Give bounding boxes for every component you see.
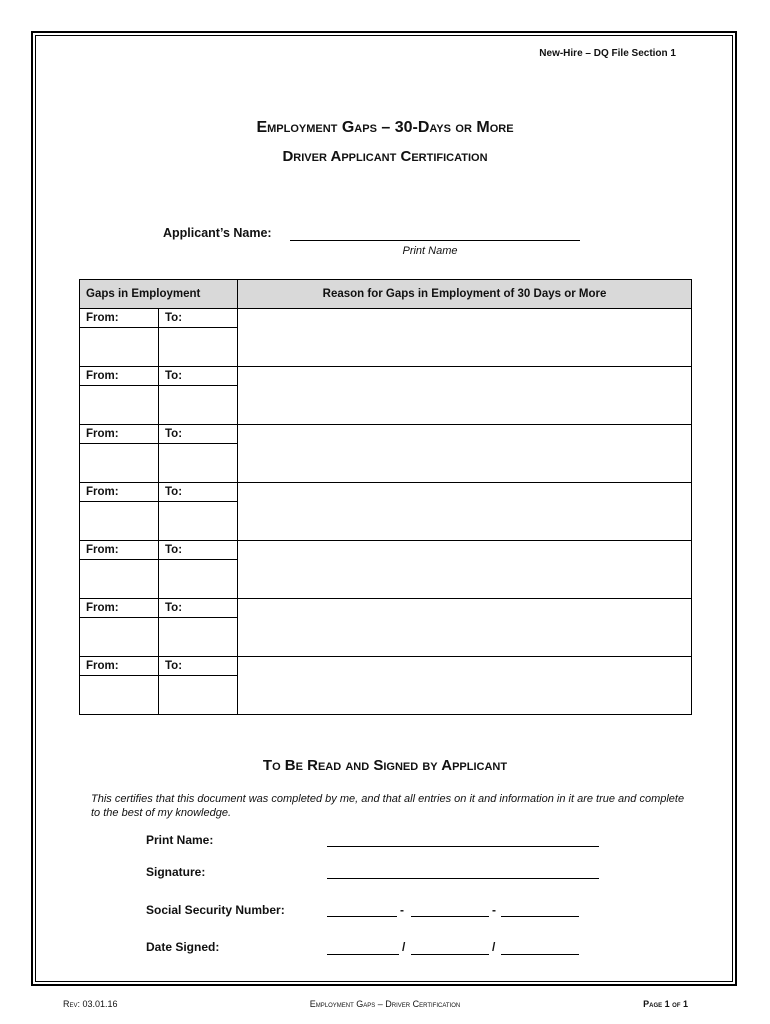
- footer-revision: Rev: 03.01.16: [63, 999, 118, 1009]
- from-date-cell[interactable]: [80, 502, 159, 541]
- to-label: To:: [159, 657, 238, 676]
- form-title: Employment Gaps – 30-Days or More: [256, 119, 514, 136]
- to-label: To:: [159, 425, 238, 444]
- from-date-cell[interactable]: [80, 386, 159, 425]
- footer-page: Page 1 of 1: [643, 999, 688, 1009]
- reason-cell[interactable]: [238, 309, 692, 367]
- to-label: To:: [159, 367, 238, 386]
- to-date-cell[interactable]: [159, 328, 238, 367]
- gap-row: [80, 657, 692, 676]
- reason-cell[interactable]: [238, 541, 692, 599]
- gap-row: [80, 367, 692, 386]
- from-date-cell[interactable]: [80, 618, 159, 657]
- print-name-label: Print Name:: [146, 833, 214, 847]
- form-subtitle: Driver Applicant Certification: [282, 148, 488, 165]
- reason-cell[interactable]: [238, 425, 692, 483]
- ssn-separator: -: [400, 903, 404, 917]
- reason-column-header: Reason for Gaps in Employment of 30 Days or More: [238, 280, 692, 309]
- print-name-caption: Print Name: [402, 245, 458, 257]
- section-label: New-Hire – DQ File Section 1: [539, 48, 676, 59]
- to-date-cell[interactable]: [159, 502, 238, 541]
- from-label: From:: [80, 425, 159, 444]
- date-field-month[interactable]: [327, 954, 399, 955]
- to-label: To:: [159, 483, 238, 502]
- signature-label: Signature:: [146, 865, 206, 879]
- to-date-cell[interactable]: [159, 386, 238, 425]
- from-label: From:: [80, 367, 159, 386]
- to-date-cell[interactable]: [159, 560, 238, 599]
- to-label: To:: [159, 541, 238, 560]
- date-field-day[interactable]: [411, 954, 489, 955]
- employment-gaps-table: [79, 279, 692, 715]
- from-label: From:: [80, 483, 159, 502]
- date-field-year[interactable]: [501, 954, 579, 955]
- reason-cell[interactable]: [238, 657, 692, 715]
- gap-row: [80, 309, 692, 328]
- ssn-field-part2[interactable]: [411, 916, 489, 917]
- gap-row: [80, 541, 692, 560]
- footer-title: Employment Gaps – Driver Certification: [309, 999, 461, 1009]
- ssn-separator: -: [492, 903, 496, 917]
- to-date-cell[interactable]: [159, 618, 238, 657]
- to-date-cell[interactable]: [159, 676, 238, 715]
- certification-title: To Be Read and Signed by Applicant: [262, 757, 508, 774]
- reason-cell[interactable]: [238, 367, 692, 425]
- gap-row: [80, 599, 692, 618]
- gap-row: [80, 425, 692, 444]
- from-date-cell[interactable]: [80, 560, 159, 599]
- date-signed-label: Date Signed:: [146, 940, 220, 954]
- applicant-name-field[interactable]: [290, 240, 580, 241]
- from-label: From:: [80, 657, 159, 676]
- ssn-label: Social Security Number:: [146, 903, 285, 917]
- certification-text: This certifies that this document was completed by me, and that all entries on it and information in it are true and complete to the best of my knowledge.: [91, 793, 685, 819]
- reason-cell[interactable]: [238, 599, 692, 657]
- applicant-name-label: Applicant’s Name:: [163, 226, 272, 240]
- gap-row: [80, 483, 692, 502]
- date-separator: /: [492, 940, 496, 954]
- to-date-cell[interactable]: [159, 444, 238, 483]
- ssn-field-part3[interactable]: [501, 916, 579, 917]
- print-name-field[interactable]: [327, 846, 599, 847]
- from-date-cell[interactable]: [80, 328, 159, 367]
- reason-cell[interactable]: [238, 483, 692, 541]
- signature-field[interactable]: [327, 878, 599, 879]
- gaps-column-header: Gaps in Employment: [80, 280, 238, 309]
- date-separator: /: [402, 940, 406, 954]
- from-date-cell[interactable]: [80, 676, 159, 715]
- from-label: From:: [80, 541, 159, 560]
- to-label: To:: [159, 599, 238, 618]
- from-label: From:: [80, 309, 159, 328]
- to-label: To:: [159, 309, 238, 328]
- from-date-cell[interactable]: [80, 444, 159, 483]
- from-label: From:: [80, 599, 159, 618]
- ssn-field-part1[interactable]: [327, 916, 397, 917]
